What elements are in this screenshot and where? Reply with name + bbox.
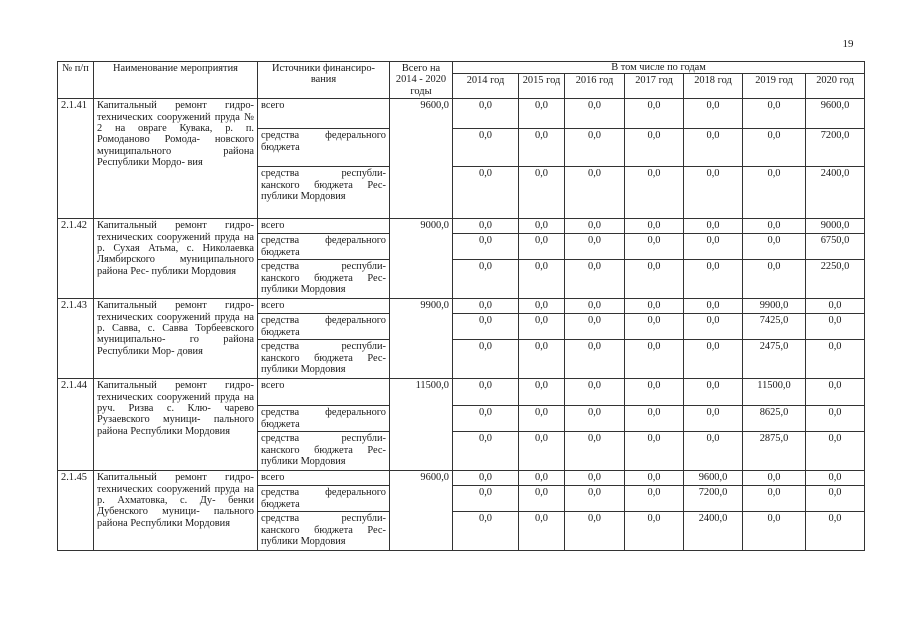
- year-value: 0,0: [519, 219, 565, 234]
- funding-source: средства республи- канского бюджета Рес- публики Мордовия: [258, 340, 390, 379]
- year-value: 7200,0: [684, 486, 743, 512]
- funding-source: всего: [258, 219, 390, 234]
- year-value: 0,0: [519, 129, 565, 167]
- year-value: 0,0: [625, 99, 684, 129]
- funding-source: всего: [258, 99, 390, 129]
- year-value: 2250,0: [806, 260, 865, 299]
- row-number: 2.1.45: [58, 471, 94, 551]
- year-value: 0,0: [684, 129, 743, 167]
- year-value: 0,0: [453, 129, 519, 167]
- year-value: 2475,0: [743, 340, 806, 379]
- year-value: 0,0: [743, 512, 806, 551]
- year-value: 0,0: [565, 234, 625, 260]
- year-value: 2875,0: [743, 432, 806, 471]
- total-amount: 11500,0: [390, 379, 453, 471]
- year-value: 2400,0: [806, 167, 865, 219]
- year-value: 0,0: [519, 340, 565, 379]
- header-name: Наименование мероприятия: [94, 62, 258, 99]
- year-value: 0,0: [743, 219, 806, 234]
- year-value: 0,0: [684, 260, 743, 299]
- header-years-group: В том числе по годам: [453, 62, 865, 74]
- measure-name: Капитальный ремонт гидро- технических сооружений пруда на р. Ахматовка, с. Ду- бенки Дубенского муници- пального района Республики Мордовия: [94, 471, 258, 551]
- year-value: 0,0: [565, 340, 625, 379]
- year-value: 0,0: [453, 486, 519, 512]
- year-value: 8625,0: [743, 406, 806, 432]
- year-value: 0,0: [806, 406, 865, 432]
- year-value: 0,0: [519, 379, 565, 406]
- header-total: Всего на 2014 - 2020 годы: [390, 62, 453, 99]
- funding-table: [57, 61, 865, 551]
- year-value: 0,0: [625, 219, 684, 234]
- year-value: 0,0: [625, 379, 684, 406]
- year-value: 0,0: [806, 486, 865, 512]
- year-value: 0,0: [684, 314, 743, 340]
- year-value: 0,0: [453, 234, 519, 260]
- year-value: 0,0: [625, 234, 684, 260]
- year-value: 0,0: [565, 379, 625, 406]
- year-value: 0,0: [625, 167, 684, 219]
- year-value: 0,0: [565, 129, 625, 167]
- year-value: 0,0: [625, 471, 684, 486]
- year-value: 0,0: [565, 299, 625, 314]
- year-value: 0,0: [565, 167, 625, 219]
- total-amount: 9900,0: [390, 299, 453, 379]
- year-value: 0,0: [743, 167, 806, 219]
- year-value: 0,0: [453, 432, 519, 471]
- funding-source: средства республи- канского бюджета Рес- публики Мордовия: [258, 512, 390, 551]
- table-row: [58, 379, 865, 406]
- year-value: 0,0: [743, 234, 806, 260]
- year-value: 0,0: [684, 432, 743, 471]
- year-value: 6750,0: [806, 234, 865, 260]
- funding-source: средства республи- канского бюджета Рес- публики Мордовия: [258, 260, 390, 299]
- year-value: 0,0: [625, 299, 684, 314]
- year-value: 0,0: [625, 314, 684, 340]
- year-value: 0,0: [743, 129, 806, 167]
- row-number: 2.1.42: [58, 219, 94, 299]
- year-value: 0,0: [684, 340, 743, 379]
- year-value: 0,0: [806, 299, 865, 314]
- year-value: 0,0: [519, 314, 565, 340]
- funding-source: всего: [258, 299, 390, 314]
- year-value: 0,0: [453, 379, 519, 406]
- table-row: [58, 299, 865, 314]
- funding-source: средства федерального бюджета: [258, 234, 390, 260]
- year-value: 0,0: [684, 219, 743, 234]
- row-number: 2.1.44: [58, 379, 94, 471]
- year-value: 0,0: [519, 167, 565, 219]
- year-value: 0,0: [453, 471, 519, 486]
- year-value: 9900,0: [743, 299, 806, 314]
- year-value: 9600,0: [684, 471, 743, 486]
- year-value: 0,0: [743, 260, 806, 299]
- funding-source: всего: [258, 471, 390, 486]
- year-value: 0,0: [684, 99, 743, 129]
- year-value: 9000,0: [806, 219, 865, 234]
- header-year: 2019 год: [743, 74, 806, 99]
- year-value: 2400,0: [684, 512, 743, 551]
- year-value: 0,0: [806, 340, 865, 379]
- header-year: 2020 год: [806, 74, 865, 99]
- year-value: 0,0: [743, 486, 806, 512]
- year-value: 0,0: [565, 314, 625, 340]
- table-row: [58, 471, 865, 486]
- year-value: 0,0: [565, 512, 625, 551]
- year-value: 0,0: [453, 99, 519, 129]
- year-value: 0,0: [519, 234, 565, 260]
- measure-name: Капитальный ремонт гидро- технических сооружений пруда на р. Сухая Атьма, с. Николаевка Лямбирского муниципального района Рес- публики Мордовия: [94, 219, 258, 299]
- funding-source: средства федерального бюджета: [258, 486, 390, 512]
- year-value: 0,0: [453, 167, 519, 219]
- year-value: 0,0: [684, 167, 743, 219]
- header-year: 2014 год: [453, 74, 519, 99]
- year-value: 0,0: [519, 260, 565, 299]
- total-amount: 9600,0: [390, 99, 453, 219]
- table-row: [58, 99, 865, 129]
- table-row: [58, 219, 865, 234]
- total-amount: 9600,0: [390, 471, 453, 551]
- year-value: 0,0: [684, 299, 743, 314]
- year-value: 0,0: [806, 314, 865, 340]
- year-value: 0,0: [625, 512, 684, 551]
- year-value: 0,0: [565, 471, 625, 486]
- year-value: 0,0: [743, 471, 806, 486]
- funding-source: всего: [258, 379, 390, 406]
- measure-name: Капитальный ремонт гидро- технических сооружений пруда № 2 на овраге Кувака, р. п. Ромоданово Ромода- новского муниципального района Республики Мордо- вия: [94, 99, 258, 219]
- year-value: 0,0: [453, 406, 519, 432]
- year-value: 0,0: [625, 260, 684, 299]
- year-value: 11500,0: [743, 379, 806, 406]
- year-value: 0,0: [519, 99, 565, 129]
- year-value: 0,0: [519, 486, 565, 512]
- total-amount: 9000,0: [390, 219, 453, 299]
- year-value: 0,0: [519, 299, 565, 314]
- year-value: 0,0: [625, 432, 684, 471]
- year-value: 0,0: [684, 406, 743, 432]
- year-value: 0,0: [453, 299, 519, 314]
- page-number: 19: [842, 38, 854, 50]
- year-value: 0,0: [453, 512, 519, 551]
- funding-source: средства республи- канского бюджета Рес- публики Мордовия: [258, 432, 390, 471]
- year-value: 0,0: [519, 406, 565, 432]
- year-value: 0,0: [565, 406, 625, 432]
- header-year: 2018 год: [684, 74, 743, 99]
- year-value: 7425,0: [743, 314, 806, 340]
- year-value: 0,0: [806, 379, 865, 406]
- header-source: Источники финансиро- вания: [258, 62, 390, 99]
- year-value: 0,0: [453, 219, 519, 234]
- header-year: 2017 год: [625, 74, 684, 99]
- year-value: 0,0: [453, 260, 519, 299]
- measure-name: Капитальный ремонт гидро- технических сооружений пруда на р. Савва, с. Савва Торбеевского муниципально- го района Республики Мор- довия: [94, 299, 258, 379]
- year-value: 0,0: [625, 129, 684, 167]
- row-number: 2.1.41: [58, 99, 94, 219]
- year-value: 0,0: [743, 99, 806, 129]
- year-value: 0,0: [565, 260, 625, 299]
- table-body: [58, 99, 865, 551]
- year-value: 0,0: [625, 340, 684, 379]
- year-value: 0,0: [519, 512, 565, 551]
- funding-source: средства федерального бюджета: [258, 129, 390, 167]
- year-value: 7200,0: [806, 129, 865, 167]
- year-value: 0,0: [684, 234, 743, 260]
- header-number: № п/п: [58, 62, 94, 99]
- year-value: 0,0: [625, 486, 684, 512]
- year-value: 0,0: [453, 340, 519, 379]
- year-value: 0,0: [625, 406, 684, 432]
- year-value: 0,0: [806, 512, 865, 551]
- year-value: 0,0: [684, 379, 743, 406]
- header-year: 2016 год: [565, 74, 625, 99]
- year-value: 0,0: [806, 432, 865, 471]
- header-year: 2015 год: [519, 74, 565, 99]
- measure-name: Капитальный ремонт гидро- технических сооружений пруда на руч. Ризва с. Клю- чарево Рузаевского муници- пального района Республики Мордовия: [94, 379, 258, 471]
- funding-source: средства федерального бюджета: [258, 314, 390, 340]
- year-value: 0,0: [519, 432, 565, 471]
- year-value: 0,0: [565, 432, 625, 471]
- table-header-row: [58, 62, 865, 74]
- year-value: 0,0: [565, 99, 625, 129]
- funding-source: средства федерального бюджета: [258, 406, 390, 432]
- year-value: 0,0: [565, 219, 625, 234]
- year-value: 9600,0: [806, 99, 865, 129]
- year-value: 0,0: [519, 471, 565, 486]
- year-value: 0,0: [806, 471, 865, 486]
- funding-source: средства республи- канского бюджета Рес- публики Мордовия: [258, 167, 390, 219]
- row-number: 2.1.43: [58, 299, 94, 379]
- year-value: 0,0: [565, 486, 625, 512]
- year-value: 0,0: [453, 314, 519, 340]
